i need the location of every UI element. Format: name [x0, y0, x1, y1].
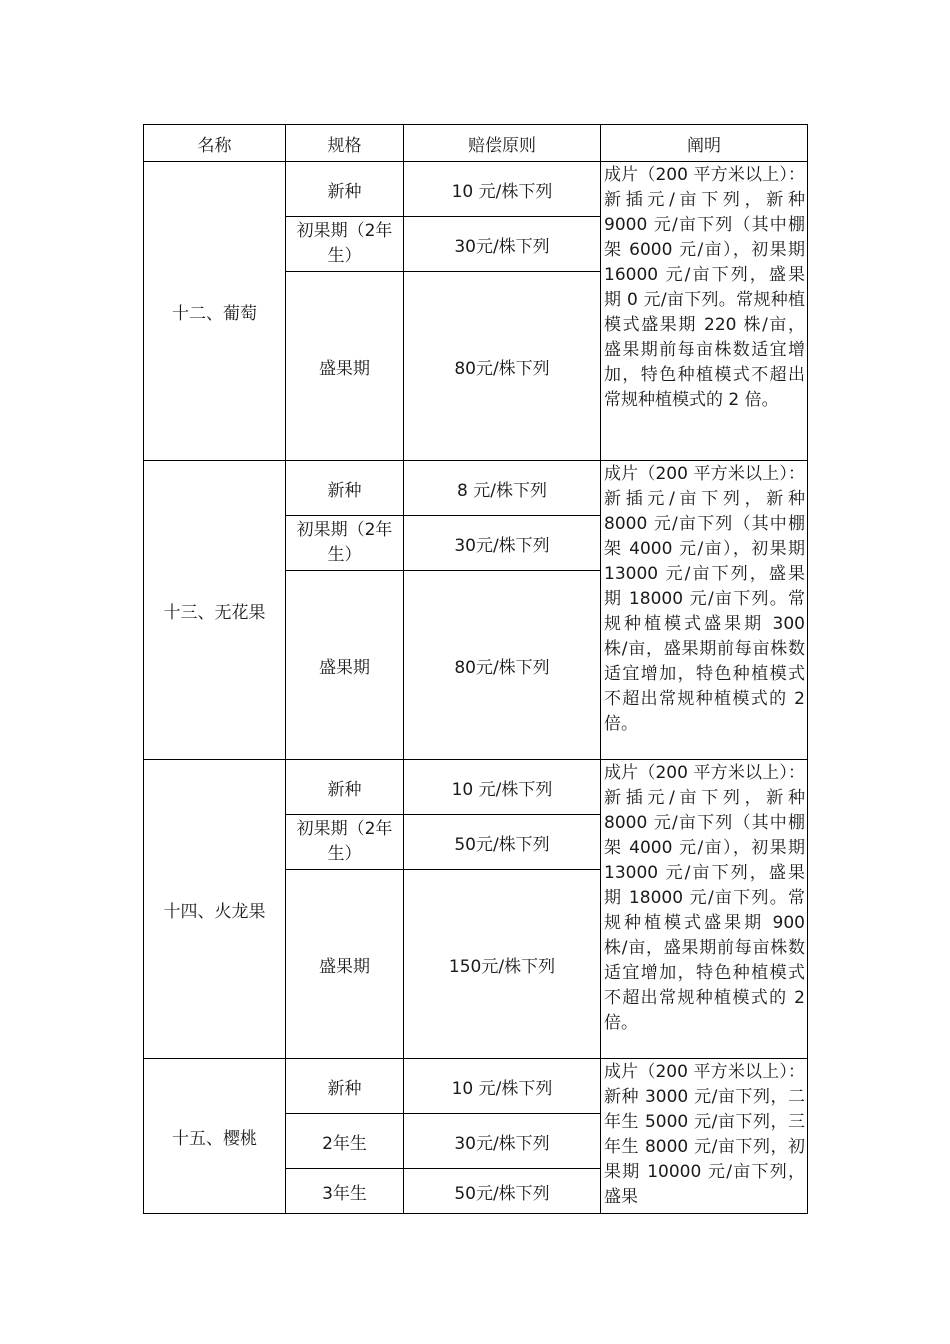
crop-name: 十三、无花果: [144, 461, 286, 760]
desc-cell: [601, 1059, 808, 1214]
value-cell: 80元/株下列: [404, 272, 601, 461]
spec-cell: 新种: [286, 461, 404, 516]
value-cell: 50元/株下列: [404, 1169, 601, 1214]
crop-name: 十二、葡萄: [144, 162, 286, 461]
desc-text: 成片（200 平方米以上）：新插元/亩下列，新种 9000 元/亩下列（其中棚架 6000 元/亩），初果期 16000 元/亩下列，盛果期 0 元/亩下列。常规种植模式盛果期 220 株/亩，盛果期前每亩株数适宜增加，特色种植模式不超出常规种植模式的 2 倍。: [604, 165, 805, 410]
spec-cell: 初果期（2年生）: [286, 217, 404, 272]
table-row: [144, 760, 808, 815]
value-cell: 10 元/株下列: [404, 162, 601, 217]
desc-cell: [601, 760, 808, 1059]
spec-cell: 初果期（2年生）: [286, 815, 404, 870]
value-cell: 150元/株下列: [404, 870, 601, 1059]
value-cell: 8 元/株下列: [404, 461, 601, 516]
compensation-table: [143, 124, 808, 1214]
desc-cell: [601, 162, 808, 461]
spec-cell: 盛果期: [286, 272, 404, 461]
spec-cell: 新种: [286, 760, 404, 815]
table-row: [144, 162, 808, 217]
value-cell: 10 元/株下列: [404, 1059, 601, 1114]
desc-text: 成片（200 平方米以上）：新插元/亩下列，新种 8000 元/亩下列（其中棚架 4000 元/亩），初果期 13000 元/亩下列，盛果期 18000 元/亩下列。常规种植模式盛果期 300 株/亩，盛果期前每亩株数适宜增加，特色种植模式不超出常规种植模式的 2 倍。: [604, 464, 805, 734]
value-cell: 30元/株下列: [404, 217, 601, 272]
header-name: 名称: [144, 125, 286, 162]
desc-cell: [601, 461, 808, 760]
crop-name: 十五、樱桃: [144, 1059, 286, 1214]
spec-cell: 3年生: [286, 1169, 404, 1214]
spec-cell: 盛果期: [286, 571, 404, 760]
table-row: [144, 461, 808, 516]
table-header-row: [144, 125, 808, 162]
spec-cell: 盛果期: [286, 870, 404, 1059]
crop-name: 十四、火龙果: [144, 760, 286, 1059]
value-cell: 10 元/株下列: [404, 760, 601, 815]
desc-text: 成片（200 平方米以上）：新插元/亩下列，新种 8000 元/亩下列（其中棚架 4000 元/亩），初果期 13000 元/亩下列，盛果期 18000 元/亩下列。常规种植模式盛果期 900 株/亩，盛果期前每亩株数适宜增加，特色种植模式不超出常规种植模式的 2 倍。: [604, 763, 805, 1033]
desc-text: 成片（200 平方米以上）：新种 3000 元/亩下列，二年生 5000 元/亩下列，三年生 8000 元/亩下列，初果期 10000 元/亩下列，盛果: [604, 1062, 805, 1207]
header-principle: 赔偿原则: [404, 125, 601, 162]
value-cell: 50元/株下列: [404, 815, 601, 870]
spec-cell: 新种: [286, 162, 404, 217]
table-row: [144, 1059, 808, 1114]
spec-cell: 新种: [286, 1059, 404, 1114]
value-cell: 80元/株下列: [404, 571, 601, 760]
header-desc: 阐明: [601, 125, 808, 162]
value-cell: 30元/株下列: [404, 1114, 601, 1169]
spec-cell: 2年生: [286, 1114, 404, 1169]
value-cell: 30元/株下列: [404, 516, 601, 571]
spec-cell: 初果期（2年生）: [286, 516, 404, 571]
header-spec: 规格: [286, 125, 404, 162]
